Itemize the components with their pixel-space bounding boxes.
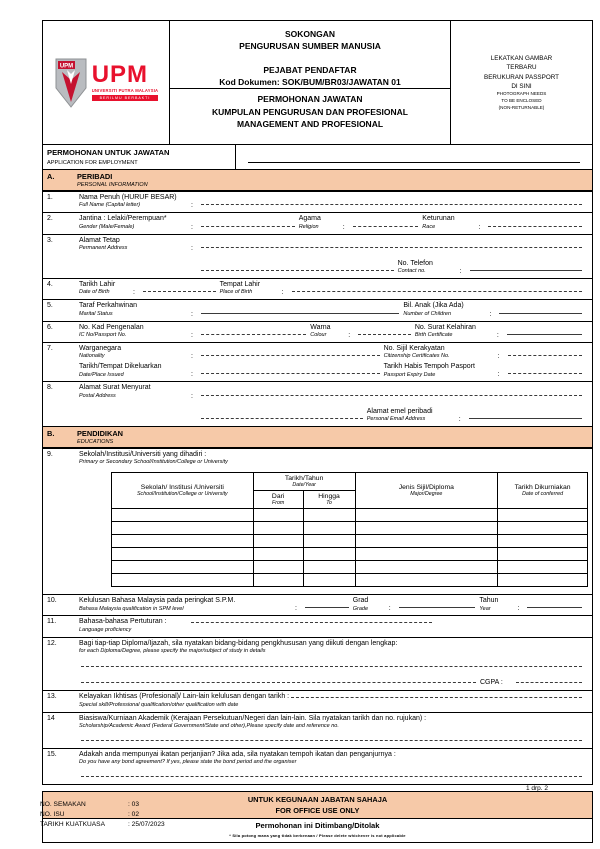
education-table-row: [112, 509, 588, 522]
upm-logo-motto-banner: BERILMU BERBAKTI: [92, 95, 159, 101]
application-for-employment-label: PERMOHONAN UNTUK JAWATAN: [47, 148, 170, 157]
field-10-number: 10.: [47, 597, 57, 605]
education-cell[interactable]: [355, 522, 498, 535]
upm-logo: [43, 21, 170, 144]
field-8-row: 8. Alamat Surat Menyurat Postal Address : Alamat emel peribadi Personal Email Address :: [43, 381, 592, 426]
education-cell[interactable]: [303, 561, 355, 574]
field-12-row: [43, 637, 592, 691]
education-col-diploma: Jenis Sijil/Diploma Major/Degree: [355, 473, 498, 509]
field-7-row: 7. Warganegara Nationality : No. Sijil Kerakyatan Citizenship Certificates No. : Tarikh/Tempat Dikeluarkan Date/Place Issued : Tarikh Habis Tempoh Pasport Passport Expiry Date :: [43, 342, 592, 382]
photo-instruction-my: TERBARU: [506, 64, 537, 72]
photo-instruction-my: LEKATKAN GAMBAR: [490, 54, 553, 62]
major-subject-field-1[interactable]: [81, 665, 582, 667]
permanent-address-field-2[interactable]: [201, 269, 394, 271]
photo-instruction-my: DI SINI: [511, 82, 532, 90]
field-1-row: 1. Nama Penuh (HURUF BESAR) Full Name (Capital letter) :: [43, 191, 592, 212]
education-col-dateyear: Tarikh/Tahun Date/Year: [253, 473, 355, 491]
colour-label: Warna Colour: [310, 323, 331, 338]
photo-instruction-en: (NON-RETURNABLE): [498, 104, 545, 110]
education-cell[interactable]: [355, 561, 498, 574]
field-5-number: 5.: [47, 302, 53, 310]
field-7-number: 7.: [47, 344, 53, 352]
postal-address-field-2[interactable]: [201, 417, 363, 419]
children-label: Bil. Anak (Jika Ada) Number of Children: [403, 302, 464, 317]
header-office-name: PEJABAT PENDAFTAR: [263, 64, 357, 75]
field-11-number: 11.: [47, 618, 57, 626]
footer-revision-info: [40, 800, 165, 831]
revision-no-value: : 03: [128, 801, 139, 808]
religion-field[interactable]: [353, 225, 419, 227]
education-cell[interactable]: [498, 509, 588, 522]
language-proficiency-field[interactable]: [191, 621, 432, 623]
photo-instruction-my: BERUKURAN PASSPORT: [484, 73, 559, 81]
field-3-row: 3. Alamat Tetap Permanent Address : No. Telefon Contact no. :: [43, 234, 592, 279]
section-b-title: PENDIDIKAN: [77, 428, 123, 438]
education-cell[interactable]: [303, 548, 355, 561]
ic-number-field[interactable]: [201, 333, 306, 335]
education-cell[interactable]: [498, 561, 588, 574]
section-b-letter: B.: [47, 428, 55, 438]
birth-certificate-field[interactable]: [507, 333, 582, 335]
marital-status-field[interactable]: [201, 312, 399, 314]
education-cell[interactable]: [112, 509, 254, 522]
scholarship-label-en: Scholarship/Academic Award (Federal Government/State and other),Please specify date and reference no.: [79, 723, 339, 730]
religion-label: Agama Religion: [298, 215, 321, 230]
application-for-employment-label-en: APPLICATION FOR EMPLOYMENT: [47, 160, 138, 166]
field-15-row: [43, 748, 592, 784]
education-cell[interactable]: [303, 535, 355, 548]
section-a-title: PERIBADI: [77, 172, 113, 181]
field-2-number: 2.: [47, 215, 53, 223]
date-place-issued-field[interactable]: [201, 372, 380, 374]
education-col-from: Dari From: [253, 491, 303, 509]
section-a-title-en: PERSONAL INFORMATION: [77, 182, 148, 188]
field-4-label: Tarikh Lahir Date of Birth: [79, 281, 116, 296]
citizenship-cert-label: No. Sijil Kerakyatan Citizenship Certificates No.: [383, 344, 450, 360]
year-label: Tahun Year: [479, 597, 499, 612]
position-applied-row: [43, 145, 592, 169]
passport-photo-box: [451, 21, 592, 144]
education-table: [111, 472, 588, 587]
upm-shield-icon: [54, 58, 88, 108]
phone-field[interactable]: [470, 269, 582, 271]
application-form: [42, 145, 593, 785]
cgpa-field[interactable]: [516, 681, 582, 683]
header-line-sokongan: SOKONGAN: [284, 29, 336, 39]
office-use-title-my: UNTUK KEGUNAAN JABATAN SAHAJA: [247, 795, 388, 805]
permanent-address-field[interactable]: [201, 246, 582, 248]
section-a-letter: A.: [47, 172, 55, 181]
field-13-number: 13.: [47, 693, 57, 701]
education-cell[interactable]: [112, 535, 254, 548]
form-header: [42, 20, 593, 145]
education-table-row: [112, 548, 588, 561]
issue-no-value: : 02: [128, 811, 139, 819]
education-cell[interactable]: [253, 509, 303, 522]
major-subject-label: Bagi tiap-tiap Diploma/Ijazah, sila nyatakan bidang-bidang pengkhususan yang diikuti dengan lengkap:: [79, 639, 398, 647]
form-page: [42, 20, 593, 843]
form-title-line1: PERMOHONAN JAWATAN: [257, 94, 363, 105]
education-table-row: [112, 561, 588, 574]
header-doc-code: Kod Dokumen: SOK/BUM/BR03/JAWATAN 01: [219, 76, 401, 87]
education-cell[interactable]: [355, 548, 498, 561]
effective-date-label: TARIKH KUATKUASA: [40, 821, 105, 829]
office-use-fine-print: * Sila potong mana yang tidak berkenaan / Please delete whichever is not applicable: [229, 833, 406, 839]
issue-no-label: NO. ISU: [40, 811, 65, 819]
education-table-row: [112, 535, 588, 548]
schools-attended-label-en: Primary or Secondary School/Institution/College or University: [79, 459, 228, 466]
education-cell[interactable]: [303, 509, 355, 522]
passport-expiry-field[interactable]: [508, 372, 582, 374]
section-b-title-en: EDUCATIONS: [77, 438, 114, 445]
grade-field[interactable]: [399, 606, 476, 608]
education-cell[interactable]: [112, 574, 254, 587]
education-cell[interactable]: [112, 522, 254, 535]
field-1-label: Nama Penuh (HURUF BESAR) Full Name (Capital letter): [79, 194, 177, 209]
field-11-row: [43, 615, 592, 636]
education-table-row: [112, 574, 588, 587]
education-col-conferred: Tarikh Dikurniakan Date of conferred: [498, 473, 588, 509]
education-cell[interactable]: [253, 548, 303, 561]
field-3-number: 3.: [47, 236, 53, 244]
field-14-number: 14: [47, 714, 55, 722]
section-a-header: [43, 169, 592, 191]
birth-certificate-label: No. Surat Kelahiran Birth Certificate: [414, 323, 476, 338]
place-of-birth-field[interactable]: [292, 290, 582, 292]
header-title-block: [170, 21, 451, 144]
upm-logo-university-name: UNIVERSITI PUTRA MALAYSIA: [91, 88, 159, 94]
form-title-line3: MANAGEMENT AND PROFESIONAL: [236, 118, 384, 129]
field-6-row: 6. No. Kad Pengenalan IC No/Passport No. : Warna Colour : No. Surat Kelahiran Birth Certificate :: [43, 321, 592, 342]
gender-field[interactable]: [201, 225, 295, 227]
nationality-label: Warganegara Nationality: [79, 344, 122, 360]
field-9-row: [43, 448, 592, 594]
effective-date-value: : 25/07/2023: [128, 821, 165, 829]
race-field[interactable]: [488, 225, 582, 227]
full-name-field[interactable]: [201, 203, 582, 205]
education-col-to: Hingga To: [303, 491, 355, 509]
office-use-decision-label: Permohonan ini Ditimbang/Ditolak: [255, 821, 380, 831]
grade-label: Grad Grade: [352, 597, 369, 612]
education-cell[interactable]: [355, 535, 498, 548]
header-line-pengurusan: PENGURUSAN SUMBER MANUSIA: [239, 41, 381, 52]
field-13-row: [43, 690, 592, 711]
personal-email-field[interactable]: [469, 417, 582, 419]
personal-email-label: Alamat emel peribadi Personal Email Address: [366, 407, 433, 423]
education-cell[interactable]: [253, 535, 303, 548]
race-label: Keturunan Race: [422, 215, 455, 230]
scholarship-label: Biasiswa/Kurniaan Akademik (Kerajaan Persekutuan/Negeri dan lain-lain. Sila nyatakan tarikh dan no. rujukan) :: [79, 714, 427, 722]
spm-bm-field[interactable]: [305, 606, 349, 608]
cgpa-label: CGPA :: [480, 678, 503, 686]
education-cell[interactable]: [253, 522, 303, 535]
postal-address-field[interactable]: [201, 394, 582, 396]
field-10-row: 10. Kelulusan Bahasa Malaysia pada peringkat S.P.M. Bahasa Malaysia qualification in SPM level : Grad Grade : Tahun Year :: [43, 594, 592, 615]
field-1-number: 1.: [47, 194, 53, 201]
bond-agreement-label: Adakah anda mempunyai ikatan perjanjian? Jika ada, sila nyatakan tempoh ikatan dan penganjurnya :: [79, 750, 396, 758]
children-field[interactable]: [499, 312, 582, 314]
field-12-number: 12.: [47, 639, 57, 647]
major-subject-label-en: for each Diploma/Degree, please specify the major/subject of study in details: [79, 648, 266, 655]
professional-qualification-label: Kelayakan Ikhtisas (Profesional)/ Lain-lain kelulusan dengan tarikh :: [79, 693, 290, 701]
field-5-row: 5. Taraf Perkahwinan Marital Status : Bil. Anak (Jika Ada) Number of Children :: [43, 299, 592, 320]
photo-instruction-en: PHOTOGRAPH NEEDS: [496, 91, 547, 97]
form-title-line2: KUMPULAN PENGURUSAN DAN PROFESIONAL: [212, 106, 408, 117]
field-8-number: 8.: [47, 384, 53, 392]
revision-no-label: NO. SEMAKAN: [40, 801, 86, 808]
spm-bm-label: Kelulusan Bahasa Malaysia pada peringkat S.P.M. Bahasa Malaysia qualification in SPM level: [79, 597, 236, 612]
upm-logo-acronym: UPM: [91, 61, 149, 89]
svg-text:UPM: UPM: [59, 63, 73, 69]
education-cell[interactable]: [355, 574, 498, 587]
education-cell[interactable]: [253, 574, 303, 587]
year-field[interactable]: [527, 606, 582, 608]
phone-label: No. Telefon Contact no.: [397, 259, 433, 275]
position-applied-field[interactable]: [248, 151, 580, 163]
education-cell[interactable]: [355, 509, 498, 522]
major-subject-field-2[interactable]: [81, 681, 476, 683]
professional-qualification-field[interactable]: [291, 696, 582, 698]
schools-attended-label: Sekolah/Institusi/Universiti yang dihadiri :: [79, 450, 207, 458]
field-15-number: 15.: [47, 750, 57, 758]
office-use-title-en: FOR OFFICE USE ONLY: [275, 806, 360, 816]
education-cell[interactable]: [498, 522, 588, 535]
field-14-row: [43, 712, 592, 748]
field-3-label: Alamat Tetap Permanent Address: [79, 236, 128, 251]
field-9-number: 9.: [47, 450, 53, 458]
bond-agreement-label-en: Do you have any bond agreement? If yes, please state the bond period and the organiser: [79, 759, 297, 766]
field-2-label: Jantina : Lelaki/Perempuan* Gender (Male/Female): [79, 215, 167, 230]
photo-instruction-en: TO BE ENCLOSED: [501, 98, 542, 104]
place-of-birth-label: Tempat Lahir Place of Birth: [219, 281, 261, 296]
date-of-birth-field[interactable]: [143, 290, 216, 292]
field-2-row: 2. Jantina : Lelaki/Perempuan* Gender (Male/Female) : Agama Religion : Keturunan Race :: [43, 212, 592, 233]
education-col-school: Sekolah/ Institusi /Universiti School/Institution/College or University: [112, 473, 254, 509]
nationality-field[interactable]: [201, 354, 380, 356]
education-cell[interactable]: [498, 548, 588, 561]
language-proficiency-label: Bahasa-bahasa Pertuturan :: [79, 618, 167, 626]
education-cell[interactable]: [498, 574, 588, 587]
date-place-issued-label: Tarikh/Tempat Dikeluarkan Date/Place Issued: [79, 363, 162, 378]
education-cell[interactable]: [253, 561, 303, 574]
scholarship-field[interactable]: [81, 739, 582, 741]
education-cell[interactable]: [303, 574, 355, 587]
field-4-row: 4. Tarikh Lahir Date of Birth : Tempat Lahir Place of Birth :: [43, 278, 592, 299]
colour-field[interactable]: [358, 333, 411, 335]
postal-address-label: Alamat Surat Menyurat Postal Address: [79, 384, 151, 399]
education-cell[interactable]: [112, 548, 254, 561]
page-number: 1 drp. 2: [525, 785, 548, 792]
passport-expiry-label: Tarikh Habis Tempoh Pasport Passport Expiry Date: [383, 363, 475, 378]
field-5-label: Taraf Perkahwinan Marital Status: [79, 302, 137, 317]
education-table-row: [112, 522, 588, 535]
language-proficiency-label-en: Language proficiency: [79, 626, 132, 633]
education-cell[interactable]: [498, 535, 588, 548]
field-6-number: 6.: [47, 323, 53, 331]
education-cell[interactable]: [303, 522, 355, 535]
education-cell[interactable]: [112, 561, 254, 574]
field-4-number: 4.: [47, 281, 53, 289]
professional-qualification-label-en: Special skill/Professional qualification/other qualification with date: [79, 701, 239, 708]
bond-agreement-field[interactable]: [81, 775, 582, 777]
field-6-label: No. Kad Pengenalan IC No/Passport No.: [79, 323, 144, 338]
section-b-header: [43, 426, 592, 448]
citizenship-cert-field[interactable]: [508, 354, 582, 356]
